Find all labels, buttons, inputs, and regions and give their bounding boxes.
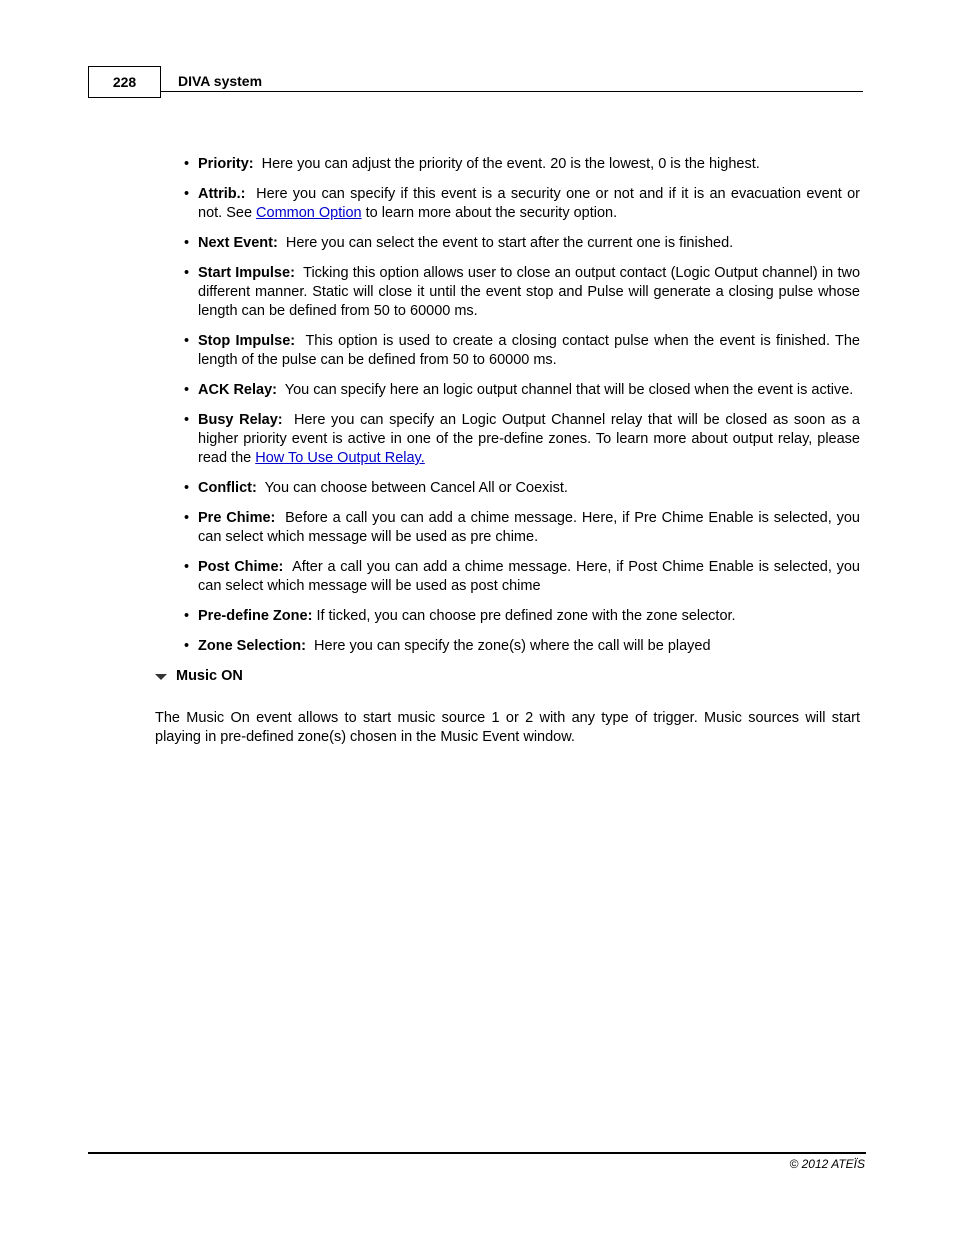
- term-label: Stop Impulse:: [198, 333, 296, 349]
- music-on-section-toggle[interactable]: [155, 667, 860, 686]
- list-item: • Stop Impulse: This option is used to create a closing contact pulse when the event is finished. The length of the pulse can be defined from 50 to 60000 ms.: [184, 333, 860, 368]
- term-label: Conflict:: [198, 480, 257, 496]
- description: You can specify here an logic output channel that will be closed when the event is active.: [284, 382, 854, 398]
- option-list: [155, 155, 860, 656]
- page-number: 228: [88, 66, 161, 98]
- section-title: Music ON: [176, 668, 243, 684]
- term-label: Busy Relay:: [198, 412, 283, 428]
- list-item: • ACK Relay: You can specify here an logic output channel that will be closed when the event is active.: [184, 382, 854, 398]
- description: You can choose between Cancel All or Coexist.: [264, 480, 568, 496]
- footer-copyright: © 2012 ATEÏS: [789, 1157, 865, 1171]
- list-item: • Pre-define Zone: If ticked, you can choose pre defined zone with the zone selector.: [184, 608, 736, 624]
- term-label: Priority:: [198, 156, 254, 172]
- description: Here you can select the event to start after the current one is finished.: [285, 235, 734, 251]
- common-option-link[interactable]: Common Option: [256, 205, 362, 221]
- term-label: Pre Chime:: [198, 510, 276, 526]
- list-item: • Start Impulse: Ticking this option allows user to close an output contact (Logic Output channel) in two different manner. Static will close it until the event stop and Pulse will generate a closing pulse whose length can be defined from 50 to 60000 ms.: [184, 265, 861, 319]
- page-content: [155, 155, 860, 747]
- term-label: Next Event:: [198, 235, 278, 251]
- term-label: Attrib.:: [198, 186, 246, 202]
- term-label: Zone Selection:: [198, 638, 306, 654]
- list-item: • Zone Selection: Here you can specify the zone(s) where the call will be played: [184, 638, 711, 654]
- term-label: Pre-define Zone:: [198, 608, 313, 624]
- list-item: • Priority: Here you can adjust the priority of the event. 20 is the lowest, 0 is the highest.: [184, 156, 760, 172]
- description-tail: to learn more about the security option.: [361, 205, 618, 221]
- description: Here you can specify if this event is a security one or not and if it is an evacuation event or not. See: [198, 186, 860, 221]
- section-paragraph: The Music On event allows to start music source 1 or 2 with any type of trigger. Music sources will start playing in pre-defined zone(s) chosen in the Music Event window.: [155, 710, 860, 745]
- description: Here you can specify the zone(s) where the call will be played: [314, 638, 711, 654]
- term-label: ACK Relay:: [198, 382, 277, 398]
- output-relay-link[interactable]: How To Use Output Relay.: [255, 450, 425, 466]
- description: If ticked, you can choose pre defined zone with the zone selector.: [316, 608, 736, 624]
- description: Here you can specify an Logic Output Channel relay that will be closed as soon as a higher priority event is active in one of the pre-define zones. To learn more about output relay, please read the: [198, 412, 860, 466]
- list-item: • Post Chime: After a call you can add a chime message. Here, if Post Chime Enable is selected, you can select which message will be used as post chime: [184, 559, 860, 594]
- header-divider: [161, 91, 863, 92]
- term-label: Post Chime:: [198, 559, 284, 575]
- description: After a call you can add a chime message. Here, if Post Chime Enable is selected, you can select which message will be used as post chime: [198, 559, 860, 594]
- collapse-triangle-icon[interactable]: [155, 674, 167, 680]
- term-label: Start Impulse:: [198, 265, 295, 281]
- list-item: • Busy Relay: Here you can specify an Logic Output Channel relay that will be closed as soon as a higher priority event is active in one of the pre-define zones. To learn more about output relay, please read the How To Use Output Relay.: [184, 412, 860, 466]
- list-item: • Pre Chime: Before a call you can add a chime message. Here, if Pre Chime Enable is selected, you can select which message will be used as pre chime.: [184, 510, 860, 545]
- list-item: • Attrib.: Here you can specify if this event is a security one or not and if it is an evacuation event or not. See Common Option to learn more about the security option.: [184, 186, 860, 221]
- list-item: • Next Event: Here you can select the event to start after the current one is finished.: [184, 235, 734, 251]
- description: This option is used to create a closing contact pulse when the event is finished. The length of the pulse can be defined from 50 to 60000 ms.: [198, 333, 860, 368]
- description: Before a call you can add a chime message. Here, if Pre Chime Enable is selected, you can select which message will be used as pre chime.: [198, 510, 860, 545]
- list-item: • Conflict: You can choose between Cancel All or Coexist.: [184, 480, 568, 496]
- footer-divider: [88, 1152, 866, 1154]
- description: Here you can adjust the priority of the event. 20 is the lowest, 0 is the highest.: [261, 156, 760, 172]
- description: Ticking this option allows user to close an output contact (Logic Output channel) in two different manner. Static will close it until the event stop and Pulse will generate a closing pulse whose length can be defined from 50 to 60000 ms.: [198, 265, 861, 319]
- header-title: DIVA system: [178, 73, 263, 89]
